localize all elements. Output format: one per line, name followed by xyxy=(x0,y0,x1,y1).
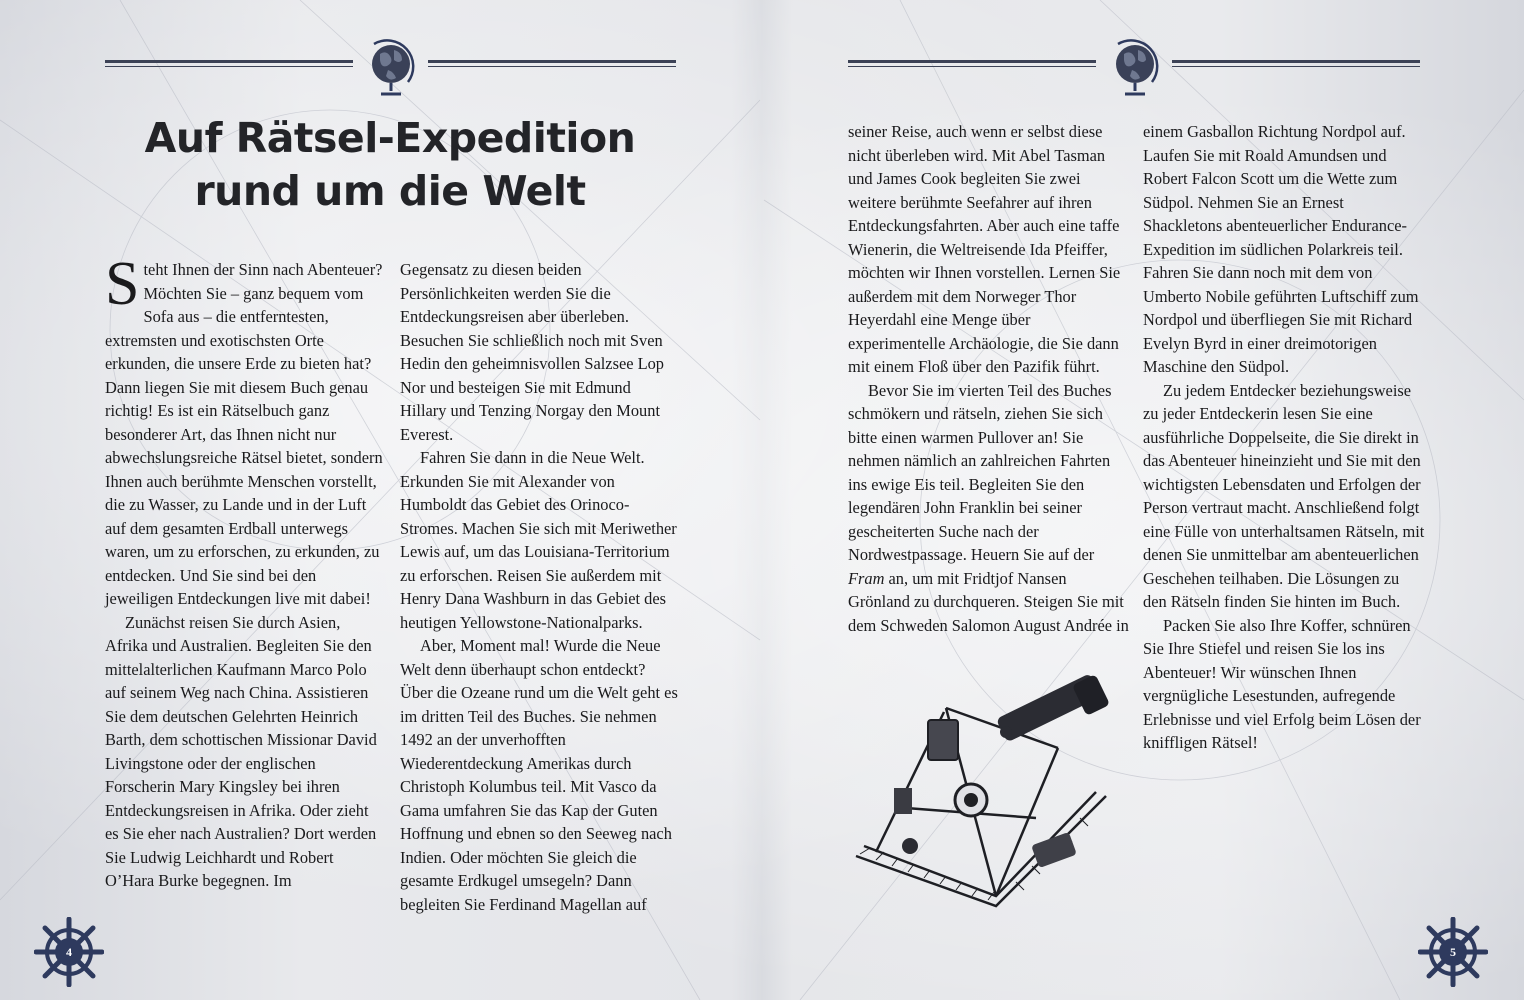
title-line-2: rund um die Welt xyxy=(194,167,586,215)
paragraph: einem Gasballon Richtung Nordpol auf. Laufen Sie mit Roald Amundsen und Robert Falcon Scott um die Wette zum Südpol. Nehmen Sie an Ernest Shackletons abenteuerlicher Endurance-Expedition im südlichen Polarkreis teil. Fahren Sie dann noch mit dem von Umberto Nobile geführten Luftschiff zum Nordpol und überfliegen Sie mit Richard Evelyn Byrd in einer dreimotorigen Maschine den Südpol. xyxy=(1143,122,1419,376)
paragraph: Packen Sie also Ihre Koffer, schnüren Sie Ihre Stiefel und reisen Sie los ins Abenteuer! Wir wünschen Ihnen vergnügliche Lesestunden, aufregende Erlebnisse und viel Erfolg beim Lösen der kniffligen Rätsel! xyxy=(1143,615,1421,752)
ship-name: Fram xyxy=(848,568,885,588)
paragraph: seiner Reise, auch wenn er selbst diese nicht überleben wird. Mit Abel Tasman und James Cook begleiten Sie zwei weitere berühmte Seefahrer auf ihren Entdeckungsfahrten. Aber auch eine taffe Wienerin, die Weltreisende Ida Pfeiffer, möchten wir Ihnen vorstellen. Lernen Sie außerdem mit dem Norweger Thor Heyerdahl eine Menge über experimentelle Archäologie, die Sie dann mit einem Floß über den Pazifik führt. xyxy=(848,122,1121,376)
paragraph-text: Bevor Sie im vierten Teil des Buches schmökern und rätseln, ziehen Sie sich bitte einen warmen Pullover an! Sie nehmen nämlich an zahlreichen Fahrten ins ewige Eis teil. Begleiten Sie den legendären John Franklin bei seiner gescheiterten Suche nach der Nordwestpassage. Heuern Sie auf der xyxy=(848,380,1112,564)
header-rule-left-b xyxy=(428,60,676,67)
drop-cap: S xyxy=(105,250,140,318)
text-column-4 xyxy=(1143,120,1425,755)
globe-icon xyxy=(364,36,418,100)
paragraph: Fahren Sie dann in die Neue Welt. Erkunden Sie mit Alexander von Humboldt das Gebiet des Orinoco-Stromes. Machen Sie sich mit Meriwether Lewis auf, um das Louisiana-Territorium zu erforschen. Reisen Sie außerdem mit Henry Dana Washburn in das Gebiet des heutigen Yellowstone-Nationalparks. xyxy=(400,448,677,632)
text-column-2 xyxy=(400,258,680,916)
header-rule-right-b xyxy=(1172,60,1420,67)
sextant-illustration xyxy=(846,668,1116,913)
paragraph: Gegensatz zu diesen beiden Persönlichkeiten werden Sie die Entdeckungsreisen aber überleben. Besuchen Sie schließlich noch mit Sven Hedin den geheimnisvollen Salzsee Lop Nor und besteigen Sie mit Edmund Hillary und Tenzing Norgay den Mount Everest. xyxy=(400,260,665,444)
text-column-1 xyxy=(105,250,383,893)
header-rule-right-a xyxy=(848,60,1096,67)
paragraph xyxy=(105,250,383,611)
title-line-1: Auf Rätsel-Expedition xyxy=(144,114,636,162)
page-title xyxy=(110,112,670,218)
paragraph: Zunächst reisen Sie durch Asien, Afrika und Australien. Begleiten Sie den mittelalterlichen Kaufmann Marco Polo auf seinem Weg nach China. Assistieren Sie dem deutschen Gelehrten Heinrich Barth, dem schottischen Missionar David Livingstone oder der englischen Forscherin Mary Kingsley bei ihren Entdeckungsreisen in Afrika. Oder zieht es Sie eher nach Australien? Dort werden Sie Ludwig Leichhardt und Robert O’Hara Burke begegnen. Im xyxy=(105,612,377,890)
paragraph: Zu jedem Entdecker beziehungsweise zu jeder Entdeckerin lesen Sie eine ausführliche Doppelseite, die Sie direkt in das Abenteuer hineinzieht und Sie mit den wichtigsten Lebensdaten und Erfolgen der Person vertraut macht. Anschließend folgt eine Fülle von unterhaltsamen Rätseln, mit denen Sie unmittelbar am abenteuerlichen Geschehen teilhaben. Die Lösungen zu den Rätseln finden Sie hinten im Buch. xyxy=(1143,380,1425,611)
page-number-right: 5 xyxy=(1450,945,1456,959)
page-number-left: 4 xyxy=(66,945,72,959)
paragraph-text: an, um mit Fridtjof Nansen Grönland zu durchqueren. Steigen Sie mit dem Schweden Salomon August Andrée in xyxy=(848,568,1129,635)
header-rule-left-a xyxy=(105,60,353,67)
paragraph: Aber, Moment mal! Wurde die Neue Welt denn überhaupt schon entdeckt? Über die Ozeane rund um die Welt geht es im dritten Teil des Buches. Sie nehmen 1492 an der unverhofften Wiederentdeckung Amerikas durch Christoph Kolumbus teil. Mit Vasco da Gama umfahren Sie das Kap der Guten Hoffnung und ebnen so den Seeweg nach Indien. Oder möchten Sie gleich die gesamte Erdkugel umsegeln? Dann begleiten Sie Ferdinand Magellan auf xyxy=(400,636,678,914)
paragraph-text: teht Ihnen der Sinn nach Abenteuer? Möchten Sie – ganz bequem vom Sofa aus – die entferntesten, extremsten und exotischsten Orte erkunden, die unsere Erde zu bieten hat? Dann liegen Sie mit diesem Buch genau richtig! Es ist ein Rätselbuch ganz besonderer Art, das Ihnen nicht nur abwechslungsreiche Rätsel bietet, sondern Ihnen auch berühmte Menschen vorstellt, die zu Wasser, zu Lande und in der Luft auf dem gesamten Erdball unterwegs waren, um zu erforschen, zu erkunden, zu entdecken. Und Sie sind bei den jeweiligen Entdeckungen live mit dabei! xyxy=(105,260,383,608)
globe-icon xyxy=(1108,36,1162,100)
paragraph xyxy=(848,379,1130,638)
text-column-3 xyxy=(848,120,1130,637)
